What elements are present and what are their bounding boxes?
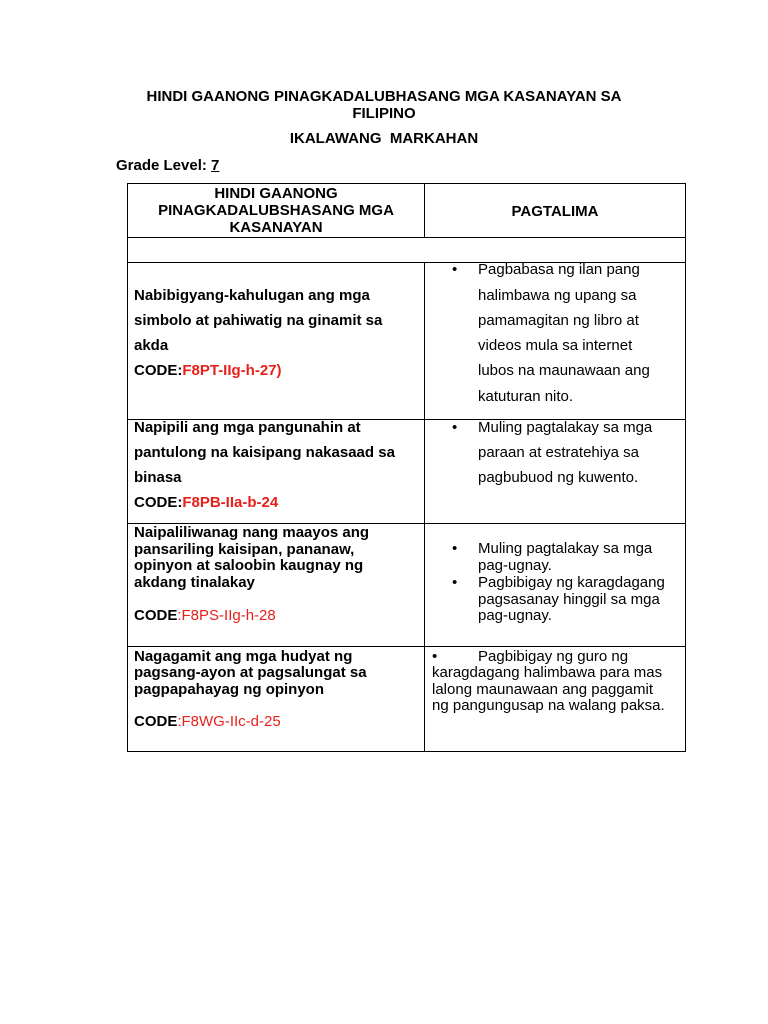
- document-title: HINDI GAANONG PINAGKADALUBHASANG MGA KASANAYAN SA FILIPINO: [146, 88, 622, 122]
- skill-line: pansariling kaisipan, pananaw,: [134, 541, 355, 558]
- bullet-icon: •: [432, 648, 438, 665]
- action-line: karagdagang halimbawa para mas: [432, 664, 663, 681]
- code-line: [134, 607, 276, 624]
- action-line: pagsasanay hinggil sa mga: [478, 591, 660, 608]
- code-value: F8PT-IIg-h-27): [182, 362, 282, 379]
- skill-line: opinyon at saloobin kaugnay ng: [134, 557, 364, 574]
- action-line: Pagbabasa ng ilan pang: [478, 261, 640, 278]
- skill-line: akda: [134, 337, 169, 354]
- skill-line: akdang tinalakay: [134, 574, 255, 591]
- grade-level-value: 7: [211, 157, 220, 174]
- action-line: katuturan nito.: [478, 388, 574, 405]
- bullet-icon: •: [452, 419, 458, 436]
- skill-line: binasa: [134, 469, 182, 486]
- bullet-icon: •: [452, 261, 458, 278]
- code-label: CODE: [134, 713, 178, 730]
- bullet-icon: •: [452, 540, 458, 557]
- skill-line: Nabibigyang-kahulugan ang mga: [134, 287, 370, 304]
- code-value: :F8PS-IIg-h-28: [177, 607, 276, 624]
- code-value: F8PB-IIa-b-24: [182, 494, 279, 511]
- code-label: CODE:: [134, 362, 183, 379]
- code-line: [134, 362, 282, 379]
- code-label: CODE: [134, 607, 178, 624]
- skill-line: simbolo at pahiwatig na ginamit sa: [134, 312, 383, 329]
- document-subtitle: IKALAWANG MARKAHAN: [289, 130, 479, 147]
- header-pagtalima: PAGTALIMA: [511, 203, 599, 220]
- code-line: [134, 713, 281, 730]
- action-line: paraan at estratehiya sa: [478, 444, 639, 461]
- action-line: ng pangungusap na walang paksa.: [432, 697, 665, 714]
- code-label: CODE:: [134, 494, 183, 511]
- action-line: Muling pagtalakay sa mga: [478, 419, 653, 436]
- action-line: lalong maunawaan ang paggamit: [432, 681, 653, 698]
- action-line: halimbawa ng upang sa: [478, 287, 637, 304]
- header-skills: HINDI GAANONG PINAGKADALUBSHASANG MGA KASANAYAN: [158, 185, 394, 236]
- action-line: pag-ugnay.: [478, 607, 552, 624]
- skill-line: Napipili ang mga pangunahin at: [134, 419, 361, 436]
- skill-line: Nagagamit ang mga hudyat ng: [134, 648, 353, 665]
- code-line: [134, 494, 278, 511]
- code-value: :F8WG-IIc-d-25: [177, 713, 281, 730]
- spacer-row: [127, 237, 686, 263]
- action-line: pamamagitan ng libro at: [478, 312, 639, 329]
- action-line: Pagbibigay ng karagdagang: [478, 574, 665, 591]
- grade-level-label: Grade Level:: [116, 157, 207, 174]
- grade-level: [116, 157, 219, 174]
- action-line: pagbubuod ng kuwento.: [478, 469, 639, 486]
- action-line: lubos na maunawaan ang: [478, 362, 650, 379]
- action-line: Muling pagtalakay sa mga: [478, 540, 653, 557]
- action-line: Pagbibigay ng guro ng: [478, 648, 629, 665]
- action-line: pag-ugnay.: [478, 557, 552, 574]
- skill-line: pagsang-ayon at pagsalungat sa: [134, 664, 367, 681]
- skill-line: pantulong na kaisipang nakasaad sa: [134, 444, 395, 461]
- skill-line: Naipaliliwanag nang maayos ang: [134, 524, 370, 541]
- skill-line: pagpapahayag ng opinyon: [134, 681, 325, 698]
- bullet-icon: •: [452, 574, 458, 591]
- action-line: videos mula sa internet: [478, 337, 633, 354]
